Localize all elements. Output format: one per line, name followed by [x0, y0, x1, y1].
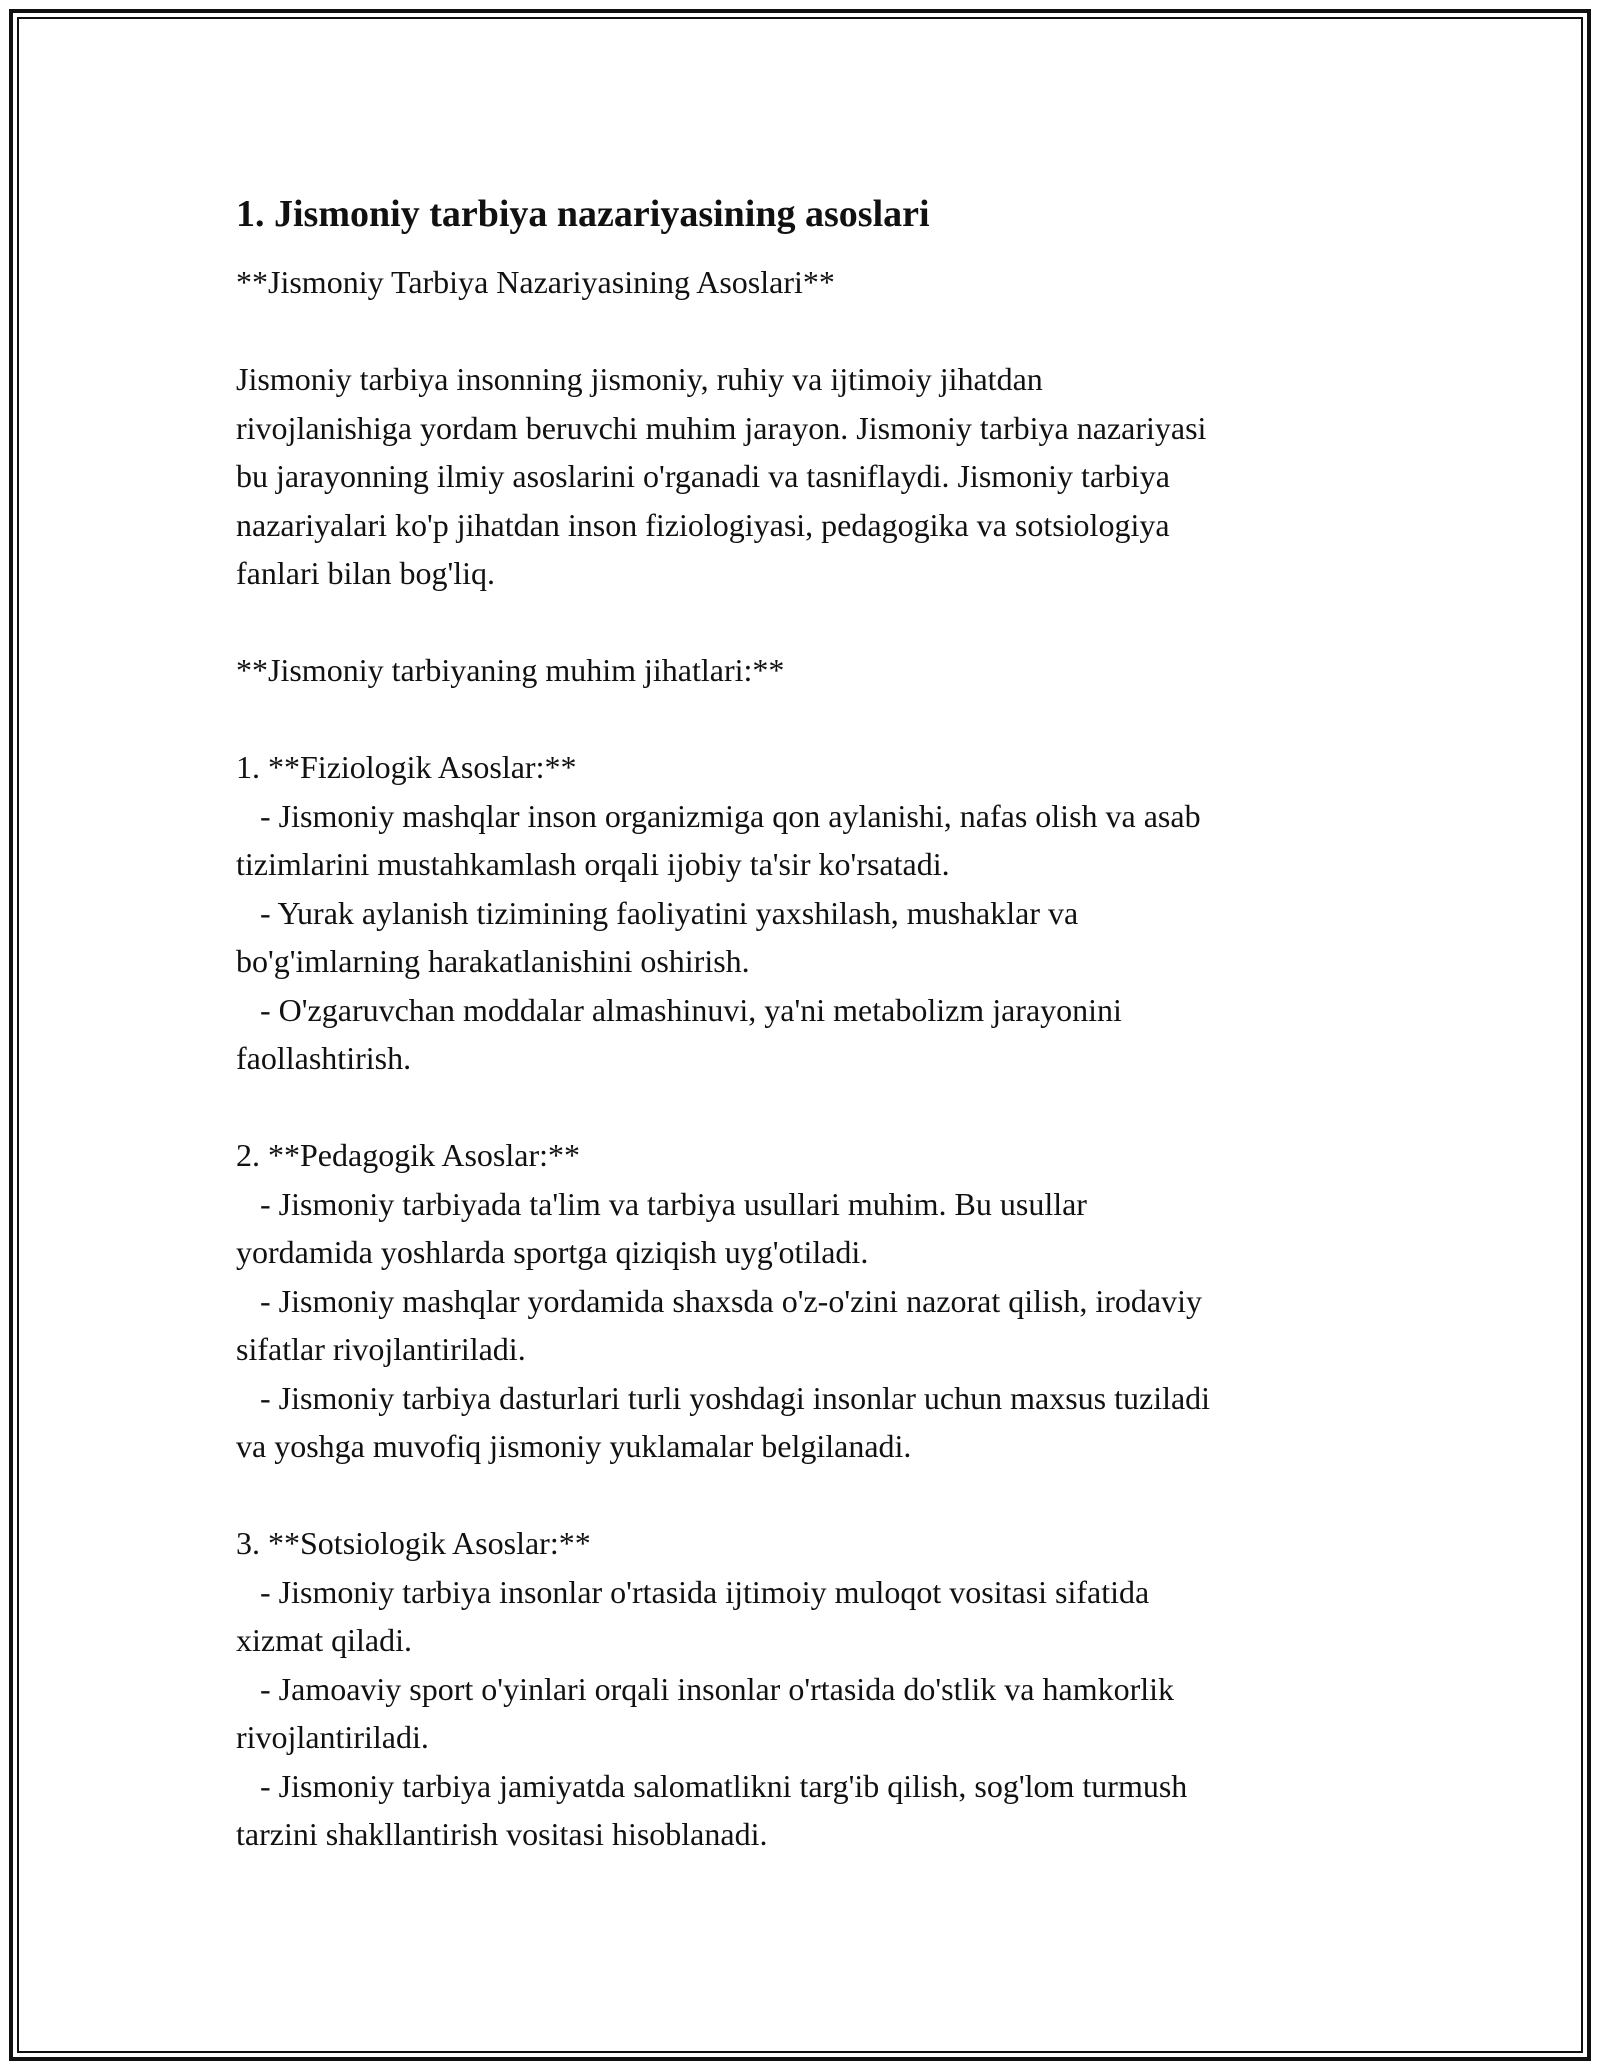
document-content — [236, 190, 1376, 1859]
document-title: 1. Jismoniy tarbiya nazariyasining asoslari — [236, 193, 930, 235]
document-body: **Jismoniy Tarbiya Nazariyasining Asoslari** Jismoniy tarbiya insonning jismoniy, ruhiy va ijtimoiy jihatdan rivojlanishiga yordam beruvchi muhim jarayon. Jismoniy tarbiya nazariyasi bu jarayonning ilmiy asoslarini o'rganadi va tasniflaydi. Jismoniy tarbiya nazariyalari ko'p jihatdan inson fiziologiyasi, pedagogika va sotsiologiya fanlari bilan bog'liq. **Jismoniy tarbiyaning muhim jihatlari:** 1. **Fiziologik Asoslar:** - Jismoniy mashqlar inson organizmiga qon aylanishi, nafas olish va asab tizimlarini mustahkamlash orqali ijobiy ta'sir ko'rsatadi. - Yurak aylanish tizimining faoliyatini yaxshilash, mushaklar va bo'g'imlarning harakatlanishini oshirish. - O'zgaruvchan moddalar almashinuvi, ya'ni metabolizm jarayonini faollashtirish. 2. **Pedagogik Asoslar:** - Jismoniy tarbiyada ta'lim va tarbiya usullari muhim. Bu usullar yordamida yoshlarda sportga qiziqish uyg'otiladi. - Jismoniy mashqlar yordamida shaxsda o'z-o'zini nazorat qilish, irodaviy sifatlar rivojlantiriladi. - Jismoniy tarbiya dasturlari turli yoshdagi insonlar uchun maxsus tuziladi va yoshga muvofiq jismoniy yuklamalar belgilanadi. 3. **Sotsiologik Asoslar:** - Jismoniy tarbiya insonlar o'rtasida ijtimoiy muloqot vositasi sifatida xizmat qiladi. - Jamoaviy sport o'yinlari orqali insonlar o'rtasida do'stlik va hamkorlik rivojlantiriladi. - Jismoniy tarbiya jamiyatda salomatlikni targ'ib qilish, sog'lom turmush tarzini shakllantirish vositasi hisoblanadi. — [236, 264, 1211, 1852]
